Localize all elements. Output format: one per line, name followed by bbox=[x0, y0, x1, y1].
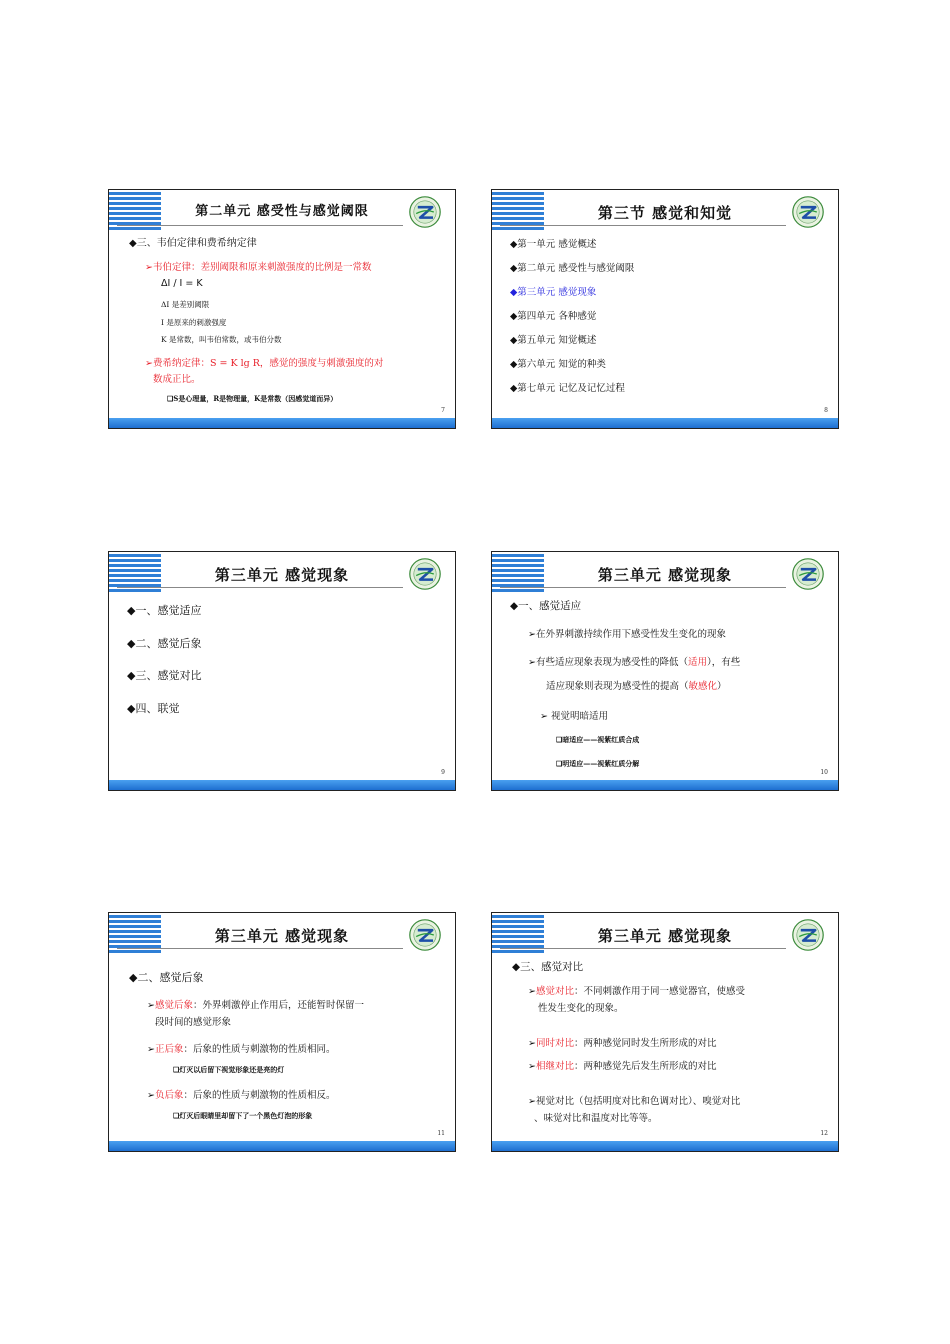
slide-title: 第三节 感觉和知觉 bbox=[597, 204, 733, 222]
unit-item-4: ◆第四单元 各种感觉 bbox=[510, 311, 597, 322]
highlight-term: 敏感化 bbox=[688, 681, 718, 692]
university-logo-icon bbox=[792, 558, 824, 590]
light-adaptation-note: ❑明适应——视紫红质分解 bbox=[556, 759, 640, 768]
title-divider bbox=[500, 587, 786, 588]
slide-title: 第三单元 感觉现象 bbox=[597, 566, 733, 584]
text-part: ：后象的性质与刺激物的性质相反。 bbox=[183, 1090, 336, 1101]
arrow-bullet: ➢ bbox=[528, 986, 536, 997]
arrow-bullet: ➢ bbox=[528, 1061, 536, 1072]
topic-item-2: ◆二、感觉后象 bbox=[127, 637, 202, 650]
text-part: ） bbox=[717, 681, 727, 692]
delta-i-def: ΔI 是差别阈限 bbox=[161, 300, 210, 309]
weber-law-line: ➢韦伯定律：差别阈限和原来刺激强度的比例是一常数 bbox=[145, 262, 372, 273]
slide-10 bbox=[491, 551, 839, 791]
unit-item-3: ◆第三单元 感觉现象 bbox=[510, 287, 597, 298]
slide-12 bbox=[491, 912, 839, 1152]
contrast-types-2: 、味觉对比和温度对比等等。 bbox=[534, 1113, 658, 1124]
footer-bar bbox=[492, 418, 838, 428]
arrow-bullet: ➢ bbox=[147, 1090, 155, 1101]
page-number: 11 bbox=[437, 1130, 445, 1137]
unit-item-7: ◆第七单元 记忆及记忆过程 bbox=[510, 383, 625, 394]
slide-8 bbox=[491, 189, 839, 429]
unit-item-2: ◆第二单元 感受性与感觉阈限 bbox=[510, 263, 635, 274]
title-divider bbox=[500, 225, 786, 226]
title-divider bbox=[117, 587, 403, 588]
section-heading: ◆二、感觉后象 bbox=[129, 971, 204, 984]
highlight-term: 负后象 bbox=[154, 1090, 184, 1101]
topic-item-1: ◆一、感觉适应 bbox=[127, 604, 202, 617]
title-divider bbox=[117, 948, 403, 949]
weber-formula: ΔI / I = K bbox=[161, 278, 203, 289]
fechner-law-line-2: 数成正比。 bbox=[153, 374, 201, 385]
text-part: ：外界刺激停止作用后，还能暂时保留一 bbox=[192, 1000, 364, 1011]
text-part: ：两种感觉同时发生所形成的对比 bbox=[573, 1038, 717, 1049]
unit-item-1: ◆第一单元 感觉概述 bbox=[510, 239, 597, 250]
afterimage-definition-2: 段时间的感觉形象 bbox=[155, 1017, 232, 1028]
highlight-term: 感觉后象 bbox=[154, 1000, 193, 1011]
university-logo-icon bbox=[409, 558, 441, 590]
fechner-note: ❑S是心理量，R是物理量，K是常数（因感觉道而异） bbox=[167, 394, 338, 403]
university-logo-icon bbox=[409, 196, 441, 228]
text-part: 适应现象则表现为感受性的提高（ bbox=[546, 681, 689, 692]
title-divider bbox=[117, 225, 403, 226]
slide-title: 第二单元 感受性与感觉阈限 bbox=[195, 204, 369, 219]
text-part: ：不同刺激作用于同一感觉器官，使感受 bbox=[573, 986, 745, 997]
contrast-types: ➢视觉对比（包括明度对比和色调对比）、嗅觉对比 bbox=[528, 1096, 741, 1107]
i-def: I 是原来的刺激强度 bbox=[161, 318, 227, 327]
page-number: 12 bbox=[820, 1130, 828, 1137]
slide-title: 第三单元 感觉现象 bbox=[597, 927, 733, 945]
page-number: 10 bbox=[820, 769, 828, 776]
adaptation-examples-line-2 bbox=[546, 678, 727, 692]
slide-title: 第三单元 感觉现象 bbox=[214, 927, 350, 945]
arrow-bullet: ➢ bbox=[147, 1000, 155, 1011]
highlight-term: 适用 bbox=[687, 657, 707, 668]
footer-bar bbox=[109, 1141, 455, 1151]
page-number: 9 bbox=[441, 769, 445, 776]
afterimage-definition bbox=[147, 997, 364, 1011]
fechner-law-line: ➢费希纳定律：S = K lg R，感觉的强度与刺激强度的对 bbox=[145, 358, 384, 369]
footer-bar bbox=[492, 1141, 838, 1151]
footer-bar bbox=[109, 418, 455, 428]
highlight-term: 正后象 bbox=[154, 1044, 184, 1055]
unit-item-5: ◆第五单元 知觉概述 bbox=[510, 335, 597, 346]
successive-contrast bbox=[528, 1058, 717, 1072]
university-logo-icon bbox=[792, 196, 824, 228]
contrast-definition bbox=[528, 983, 745, 997]
highlight-term: 感觉对比 bbox=[535, 986, 574, 997]
positive-afterimage bbox=[147, 1041, 336, 1055]
title-divider bbox=[500, 948, 786, 949]
slide-11 bbox=[108, 912, 456, 1152]
topic-item-4: ◆四、联觉 bbox=[127, 702, 180, 715]
section-heading: ◆三、感觉对比 bbox=[512, 961, 584, 973]
text-part: ➢有些适应现象表现为感受性的降低（ bbox=[528, 657, 688, 668]
negative-afterimage bbox=[147, 1087, 336, 1101]
visual-adaptation-line: ➢ 视觉明暗适用 bbox=[540, 711, 608, 722]
page-number: 7 bbox=[441, 407, 445, 414]
k-def: K 是常数，叫韦伯常数，或韦伯分数 bbox=[161, 335, 282, 344]
footer-bar bbox=[109, 780, 455, 790]
simultaneous-contrast bbox=[528, 1035, 717, 1049]
text-part: ），有些 bbox=[706, 657, 741, 668]
text-part: ：两种感觉先后发生所形成的对比 bbox=[573, 1061, 717, 1072]
university-logo-icon bbox=[409, 919, 441, 951]
positive-afterimage-note: ❑灯灭以后留下视觉形象还是亮的灯 bbox=[173, 1065, 285, 1074]
highlight-term: 相继对比 bbox=[535, 1061, 574, 1072]
slide-9 bbox=[108, 551, 456, 791]
university-logo-icon bbox=[792, 919, 824, 951]
topic-item-3: ◆三、感觉对比 bbox=[127, 669, 202, 682]
page-number: 8 bbox=[824, 407, 828, 414]
heading-line: ◆三、韦伯定律和费希纳定律 bbox=[129, 238, 257, 249]
negative-afterimage-note: ❑灯灭后眼睛里却留下了一个黑色灯泡的形象 bbox=[173, 1111, 313, 1120]
contrast-definition-2: 性发生变化的现象。 bbox=[538, 1003, 624, 1014]
text-part: ：后象的性质与刺激物的性质相同。 bbox=[183, 1044, 336, 1055]
highlight-term: 同时对比 bbox=[535, 1038, 574, 1049]
slide-title: 第三单元 感觉现象 bbox=[214, 566, 350, 584]
adaptation-definition: ➢在外界刺激持续作用下感受性发生变化的现象 bbox=[528, 629, 726, 640]
dark-adaptation-note: ❑暗适应——视紫红质合成 bbox=[556, 735, 640, 744]
section-heading: ◆一、感觉适应 bbox=[510, 600, 582, 612]
arrow-bullet: ➢ bbox=[528, 1038, 536, 1049]
adaptation-examples-line-1 bbox=[528, 654, 740, 668]
slide-7 bbox=[108, 189, 456, 429]
unit-item-6: ◆第六单元 知觉的种类 bbox=[510, 359, 606, 370]
arrow-bullet: ➢ bbox=[147, 1044, 155, 1055]
footer-bar bbox=[492, 780, 838, 790]
